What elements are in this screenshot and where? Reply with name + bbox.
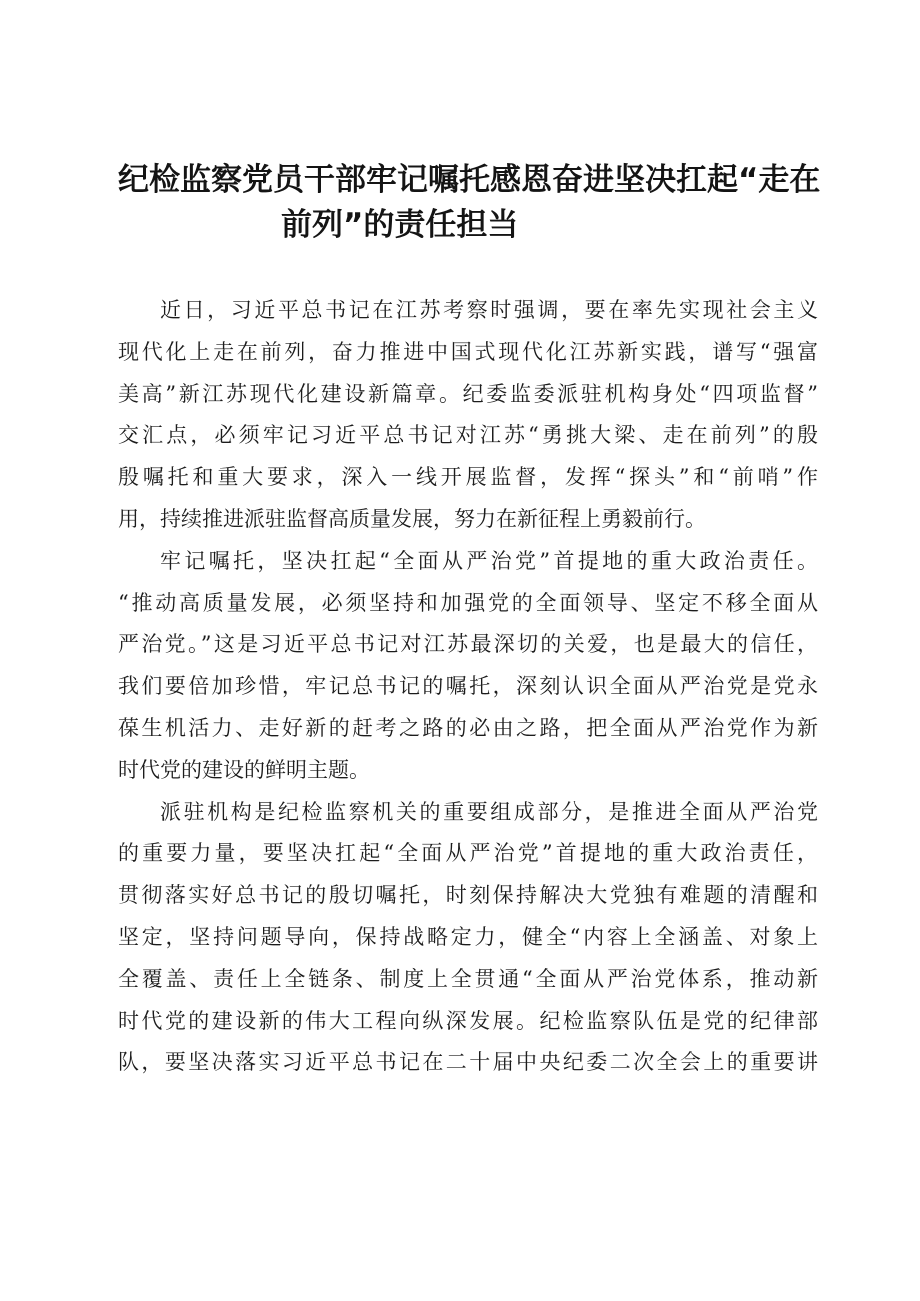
text-line: 牢记嘱托，坚决扛起“全面从严治党”首提地的重大政治责任。 [160,548,818,573]
text-line: 坚定，坚持问题导向，保持战略定力，健全“内容上全涵盖、对象上 [118,924,818,949]
text-line: 殷嘱托和重大要求，深入一线开展监督，发挥“探头”和“前哨”作 [118,465,818,490]
document-body [118,290,818,1084]
text-line: 队，要坚决落实习近平总书记在二十届中央纪委二次全会上的重要讲 [118,1050,818,1075]
text-line: 用，持续推进派驻监督高质量发展，努力在新征程上勇毅前行。 [118,506,706,531]
title-line: 纪检监察党员干部牢记嘱托感恩奋进坚决扛起“走在 [118,162,821,198]
text-line: 派驻机构是纪检监察机关的重要组成部分，是推进全面从严治党 [160,799,818,824]
text-line: 严治党。”这是习近平总书记对江苏最深切的关爱，也是最大的信任， [118,632,818,657]
text-line: 时代党的建设的鲜明主题。 [118,757,370,782]
text-line: 我们要倍加珍惜，牢记总书记的嘱托，深刻认识全面从严治党是党永 [118,674,818,699]
text-line: 美高”新江苏现代化建设新篇章。纪委监委派驻机构身处“四项监督” [118,381,818,406]
paragraph [118,792,818,1085]
text-line: “推动高质量发展，必须坚持和加强党的全面领导、坚定不移全面从 [118,590,818,615]
text-line: 葆生机活力、走好新的赶考之路的必由之路，把全面从严治党作为新 [118,715,818,740]
title-line: 前列”的责任担当 [281,207,519,243]
text-line: 近日，习近平总书记在江苏考察时强调，要在率先实现社会主义 [160,298,818,322]
paragraph [118,541,818,792]
text-line: 现代化上走在前列，奋力推进中国式现代化江苏新实践，谱写“强富 [118,339,818,364]
text-line: 贯彻落实好总书记的殷切嘱托，时刻保持解决大党独有难题的清醒和 [118,883,818,908]
document-title [118,158,821,248]
text-line: 时代党的建设新的伟大工程向纵深发展。纪检监察队伍是党的纪律部 [118,1008,818,1033]
text-line: 的重要力量，要坚决扛起“全面从严治党”首提地的重大政治责任， [118,841,818,866]
text-line: 全覆盖、责任上全链条、制度上全贯通“全面从严治党体系，推动新 [118,966,818,991]
paragraph [118,290,818,541]
text-line: 交汇点，必须牢记习近平总书记对江苏“勇挑大梁、走在前列”的殷 [118,423,818,448]
